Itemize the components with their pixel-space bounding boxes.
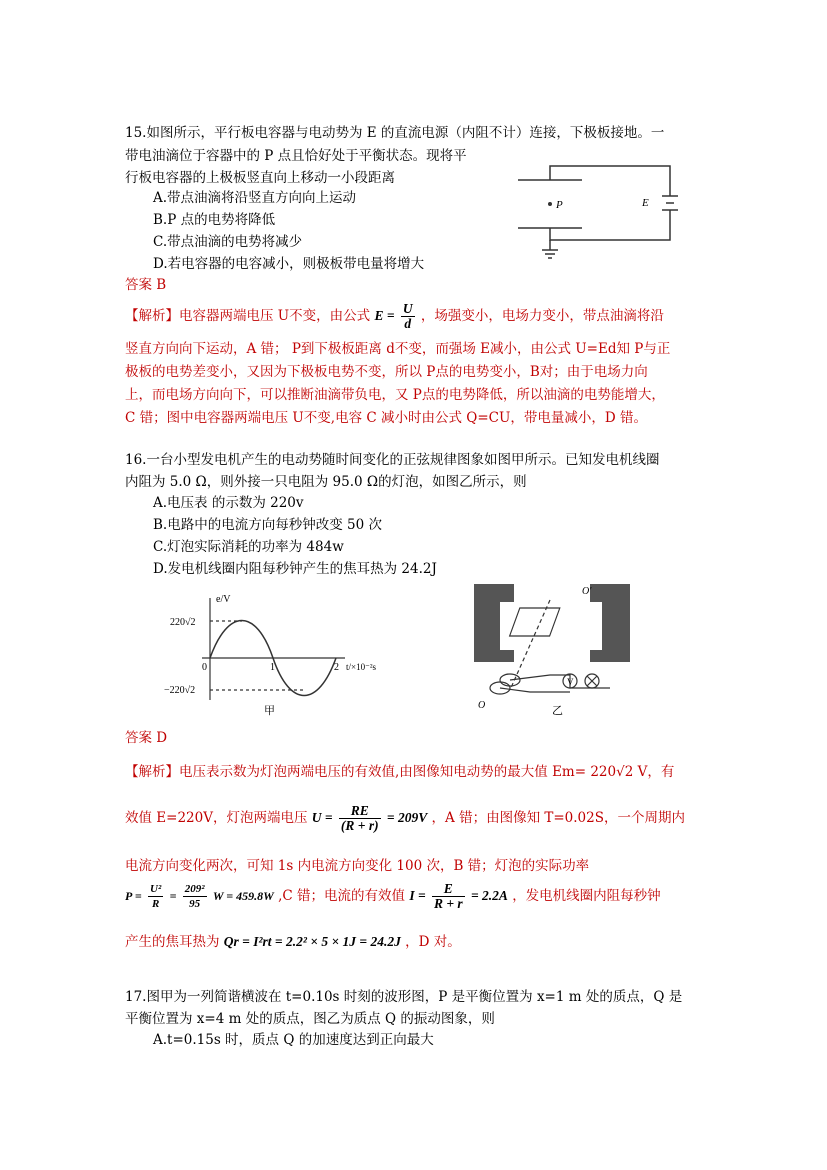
q16-line2: 内阻为 5.0 Ω，则外接一只电阻为 95.0 Ω的灯泡，如图乙所示，则: [125, 474, 527, 490]
q17-option-a: A.t=0.15s 时，质点 Q 的加速度达到正向最大: [153, 1032, 434, 1048]
generator-figure: [470, 580, 640, 720]
q16-option-a: A.电压表 的示数为 220v: [153, 495, 304, 511]
q16-explanation-line1: 【解析】电压表示数为灯泡两端电压的有效值,由图像知电动势的最大值 Em= 220√2 V，有: [125, 764, 675, 780]
x-axis-label: t/×10⁻²s: [346, 662, 377, 672]
figure-caption-yi: 乙: [552, 704, 563, 717]
q15-line3: 行板电容器的上极板竖直向上移动一小段距离: [125, 170, 395, 186]
y-tick-negative: −220√2: [164, 685, 196, 696]
q16-option-c: C.灯泡实际消耗的功率为 484w: [153, 539, 344, 555]
axis-label-o: O: [478, 700, 486, 711]
y-axis-label: e/V: [216, 594, 231, 605]
q15-option-c: C.带点油滴的电势将减少: [153, 234, 303, 250]
magnet-south: [590, 584, 630, 662]
q15-answer: 答案 B: [125, 277, 167, 293]
q15-line1: 15.如图所示，平行板电容器与电动势为 E 的直流电源（内阻不计）连接，下极板接地。一: [125, 125, 665, 141]
figure-caption-jia: 甲: [264, 704, 275, 717]
q16-line1: 16.一台小型发电机产生的电动势随时间变化的正弦规律图象如图甲所示。已知发电机线圈: [125, 452, 660, 468]
q15-explanation-line3: 极板的电势差变小，又因为下极板电势不变，所以 P点的电势变小，B对；由于电场力向: [125, 364, 648, 380]
point-p-label: P: [556, 199, 563, 211]
q16-explanation-line5: 产生的焦耳热为 Qr = I²rt = 2.2² × 5 × 1J = 24.2J ，D 对。: [125, 934, 461, 950]
q15-option-b: B.P 点的电势将降低: [153, 212, 276, 228]
q16-explanation-line3: 电流方向变化两次，可知 1s 内电流方向变化 100 次，B 错；灯泡的实际功率: [125, 858, 590, 874]
q15-explanation-line5: C 错；图中电容器两端电压 U不变,电容 C 减小时由公式 Q=CU，带电量减小，D 错。: [125, 410, 647, 426]
q16-option-d: D.发电机线圈内阻每秒钟产生的焦耳热为 24.2J: [153, 561, 437, 577]
capacitor-circuit-figure: [510, 158, 700, 268]
y-tick-positive: 220√2: [170, 617, 196, 628]
q16-answer: 答案 D: [125, 730, 168, 746]
q15-explanation-line1: 【解析】电容器两端电压 U不变，由公式 E = $\frac{U}{d}$ ，场强变小，电场力变小，带点油滴将沿: [125, 301, 664, 331]
emf-sine-graph: [160, 588, 420, 718]
magnet-north: [474, 584, 514, 662]
q15-line2: 带电油滴位于容器中的 P 点且恰好处于平衡状态。现将平: [125, 148, 467, 164]
q16-explanation-line2: 效值 E=220V，灯泡两端电压 U = $\frac{RE}{(R + r)}$ = 209V ，A 错；由图像知 T=0.02S，一个周期内: [125, 803, 685, 833]
q15-explanation-line4: 上，而电场方向向下，可以推断油滴带负电，又 P点的电势降低，所以油滴的电势能增大，: [125, 387, 665, 403]
q16-explanation-line4: P = $\frac{\text{U²}}{R}$ = $\frac{\text{209²}}{95}$ W = 459.8W ,C 错；电流的有效值 I = $\frac{E}{R + r}$ = 2.2A ，发电机线圈内阻每秒钟: [125, 881, 661, 911]
origin-label: 0: [202, 662, 207, 673]
q16-option-b: B.电路中的电流方向每秒钟改变 50 次: [153, 517, 382, 533]
q15-option-d: D.若电容器的电容减小，则极板带电量将增大: [153, 256, 425, 272]
q17-line1: 17.图甲为一列简谐横波在 t=0.10s 时刻的波形图，P 是平衡位置为 x=1 m 处的质点，Q 是: [125, 989, 683, 1005]
q15-option-a: A.带点油滴将沿竖直方向向上运动: [153, 190, 357, 206]
coil: [510, 608, 560, 636]
axis-label-o-prime: O': [582, 586, 592, 597]
x-tick-2: 2: [334, 662, 339, 673]
x-tick-1: 1: [270, 662, 275, 673]
voltmeter-label: V: [567, 677, 574, 687]
q15-explanation-line2: 竖直方向向下运动，A 错； P到下极板距离 d不变，而强场 E减小，由公式 U=Ed知 P与正: [125, 341, 671, 357]
emf-label: E: [642, 197, 649, 209]
q17-line2: 平衡位置为 x=4 m 处的质点，图乙为质点 Q 的振动图象，则: [125, 1011, 495, 1027]
